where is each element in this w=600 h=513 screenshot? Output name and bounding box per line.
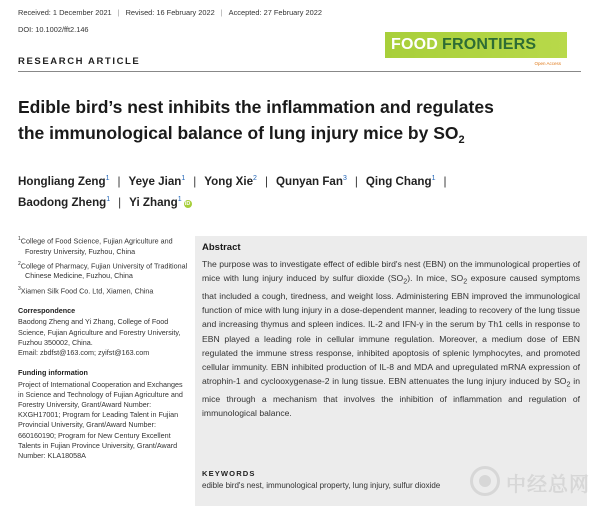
affiliation-marker[interactable]: 2 [253, 175, 257, 183]
affiliation-marker[interactable]: 1 [181, 175, 186, 183]
date-separator: | [117, 8, 120, 17]
watermark-circle [470, 466, 500, 496]
author-name[interactable]: Yong Xie$^2$ [204, 175, 257, 188]
author-separator: | [264, 175, 268, 188]
author-separator: | [117, 175, 121, 188]
watermark-logo-icon [470, 462, 590, 506]
affiliation-marker[interactable]: 3 [342, 175, 347, 183]
affiliation-item: $^2$College of Pharmacy, Fujian University of Traditional Chinese Medicine, Fuzhou, China [18, 260, 188, 281]
subscript: 2 [463, 277, 468, 286]
correspondence-body: Baodong Zheng and Yi Zhang, College of Food Science, Fujian Agriculture and Forestry University, Fuzhou 350002, China. [18, 317, 181, 347]
author-separator: | [354, 175, 358, 188]
keywords-list: edible bird's nest, immunological property, lung injury, sulfur dioxide [202, 481, 441, 490]
accepted-date: Accepted: 27 February 2022 [228, 8, 322, 17]
doi-link[interactable]: DOI: 10.1002/fft2.146 [18, 25, 89, 34]
header-divider [18, 71, 581, 72]
title-subscript: 2 [458, 133, 465, 146]
title-line-2 [18, 122, 465, 146]
funding-body: Project of International Cooperation and Exchanges in Science and Technology of Fujian Agriculture and Forestry University, Grant/Award Number: KXGH17001; Program for Leading Talent in Fujian Provincial University, Grant/Award Number: 660160190; Program for New Century Excellent Talents in Fujian Province University, Grant/Award Number: KLA18058A [18, 379, 183, 461]
author-separator: | [193, 175, 197, 188]
author-separator: | [118, 195, 122, 209]
affiliation-marker[interactable]: 1 [431, 175, 436, 183]
author-name[interactable]: Qunyan Fan$^3$ [275, 175, 347, 188]
author-list [18, 172, 578, 213]
paper-title [18, 95, 578, 147]
abstract-heading: Abstract [202, 242, 241, 253]
orcid-icon[interactable]: iD [184, 201, 191, 208]
author-name[interactable]: Hongliang Zeng$^1$ [18, 175, 110, 188]
affiliation-item: $^1$College of Food Science, Fujian Agriculture and Forestry University, Fuzhou, China [18, 236, 173, 256]
author-separator: | [443, 175, 447, 188]
watermark-text: 中经总网 [506, 472, 590, 496]
side-column [18, 236, 188, 461]
section-label: RESEARCH ARTICLE [18, 56, 141, 67]
journal-name-part1: FOOD [391, 36, 439, 53]
correspondence-email[interactable]: Email: zbdfst@163.com; zyifst@163.com [18, 348, 150, 358]
affiliation-item: $^3$Xiamen Silk Food Co. Ltd, Xiamen, China [18, 285, 154, 296]
journal-name-part2: FRONTIERS [442, 36, 537, 53]
title-line-2-text: the immunological balance of lung injury mice by SO [18, 122, 459, 143]
title-line-1: Edible bird’s nest inhibits the inflammation and regulates [18, 97, 494, 117]
author-name[interactable]: Yeye Jian$^1$ [128, 175, 186, 188]
revised-date: Revised: 16 February 2022 [125, 8, 215, 17]
author-name[interactable]: Qing Chang$^1$ [365, 175, 436, 188]
author-name[interactable]: Baodong Zheng$^1$ [18, 195, 111, 209]
correspondence-heading: Correspondence [18, 306, 76, 316]
subscript: 2 [403, 277, 408, 286]
affiliation-marker[interactable]: 1 [105, 175, 110, 183]
received-date: Received: 1 December 2021 [18, 8, 112, 17]
date-separator: | [220, 8, 223, 17]
keywords-heading: KEYWORDS [202, 469, 256, 478]
funding-heading: Funding information [18, 368, 88, 378]
article-dates [18, 8, 322, 17]
abstract-body: The purpose was to investigate effect of edible bird's nest (EBN) on the immunological properties of mice with lung injury induced by sulfur dioxide $(SO_2)$. In mice, $SO_2$ exposure caused symptoms that included a cough, tiredness, and weight loss. Administering EBN improved the immunological function of mice with lung injury in a dose-dependent manner, leading to recovery of the lung tissue and increasing thymus and spleen indices. IL-2 and IFN-γ in the serum by Th1 cells in response to EBN played a leading role in cellular immune regulation. Moreover, a medium dose of EBN regulated the immune stress response, inhibited apoptosis of splenic lymphocytes, and promoted cellular immunity. EBN inhibited production of IL-8 and MDA and upregulated mRNA expression of atrophin-1 and cyclooxygenase-2 in lung tissue. EBN attenuates the lung injury induced by $SO_2$ in mice through a mechanism that involves the inhibition of inflammation and regulation of immunological balance. [202, 259, 581, 419]
journal-logo [385, 32, 567, 66]
author-name[interactable]: Yi Zhang$^1$iD [129, 195, 191, 209]
open-access-label: Open Access [534, 61, 561, 66]
affiliation-marker[interactable]: 1 [177, 195, 182, 203]
subscript: 2 [566, 381, 571, 390]
affiliation-marker[interactable]: 1 [106, 195, 111, 203]
